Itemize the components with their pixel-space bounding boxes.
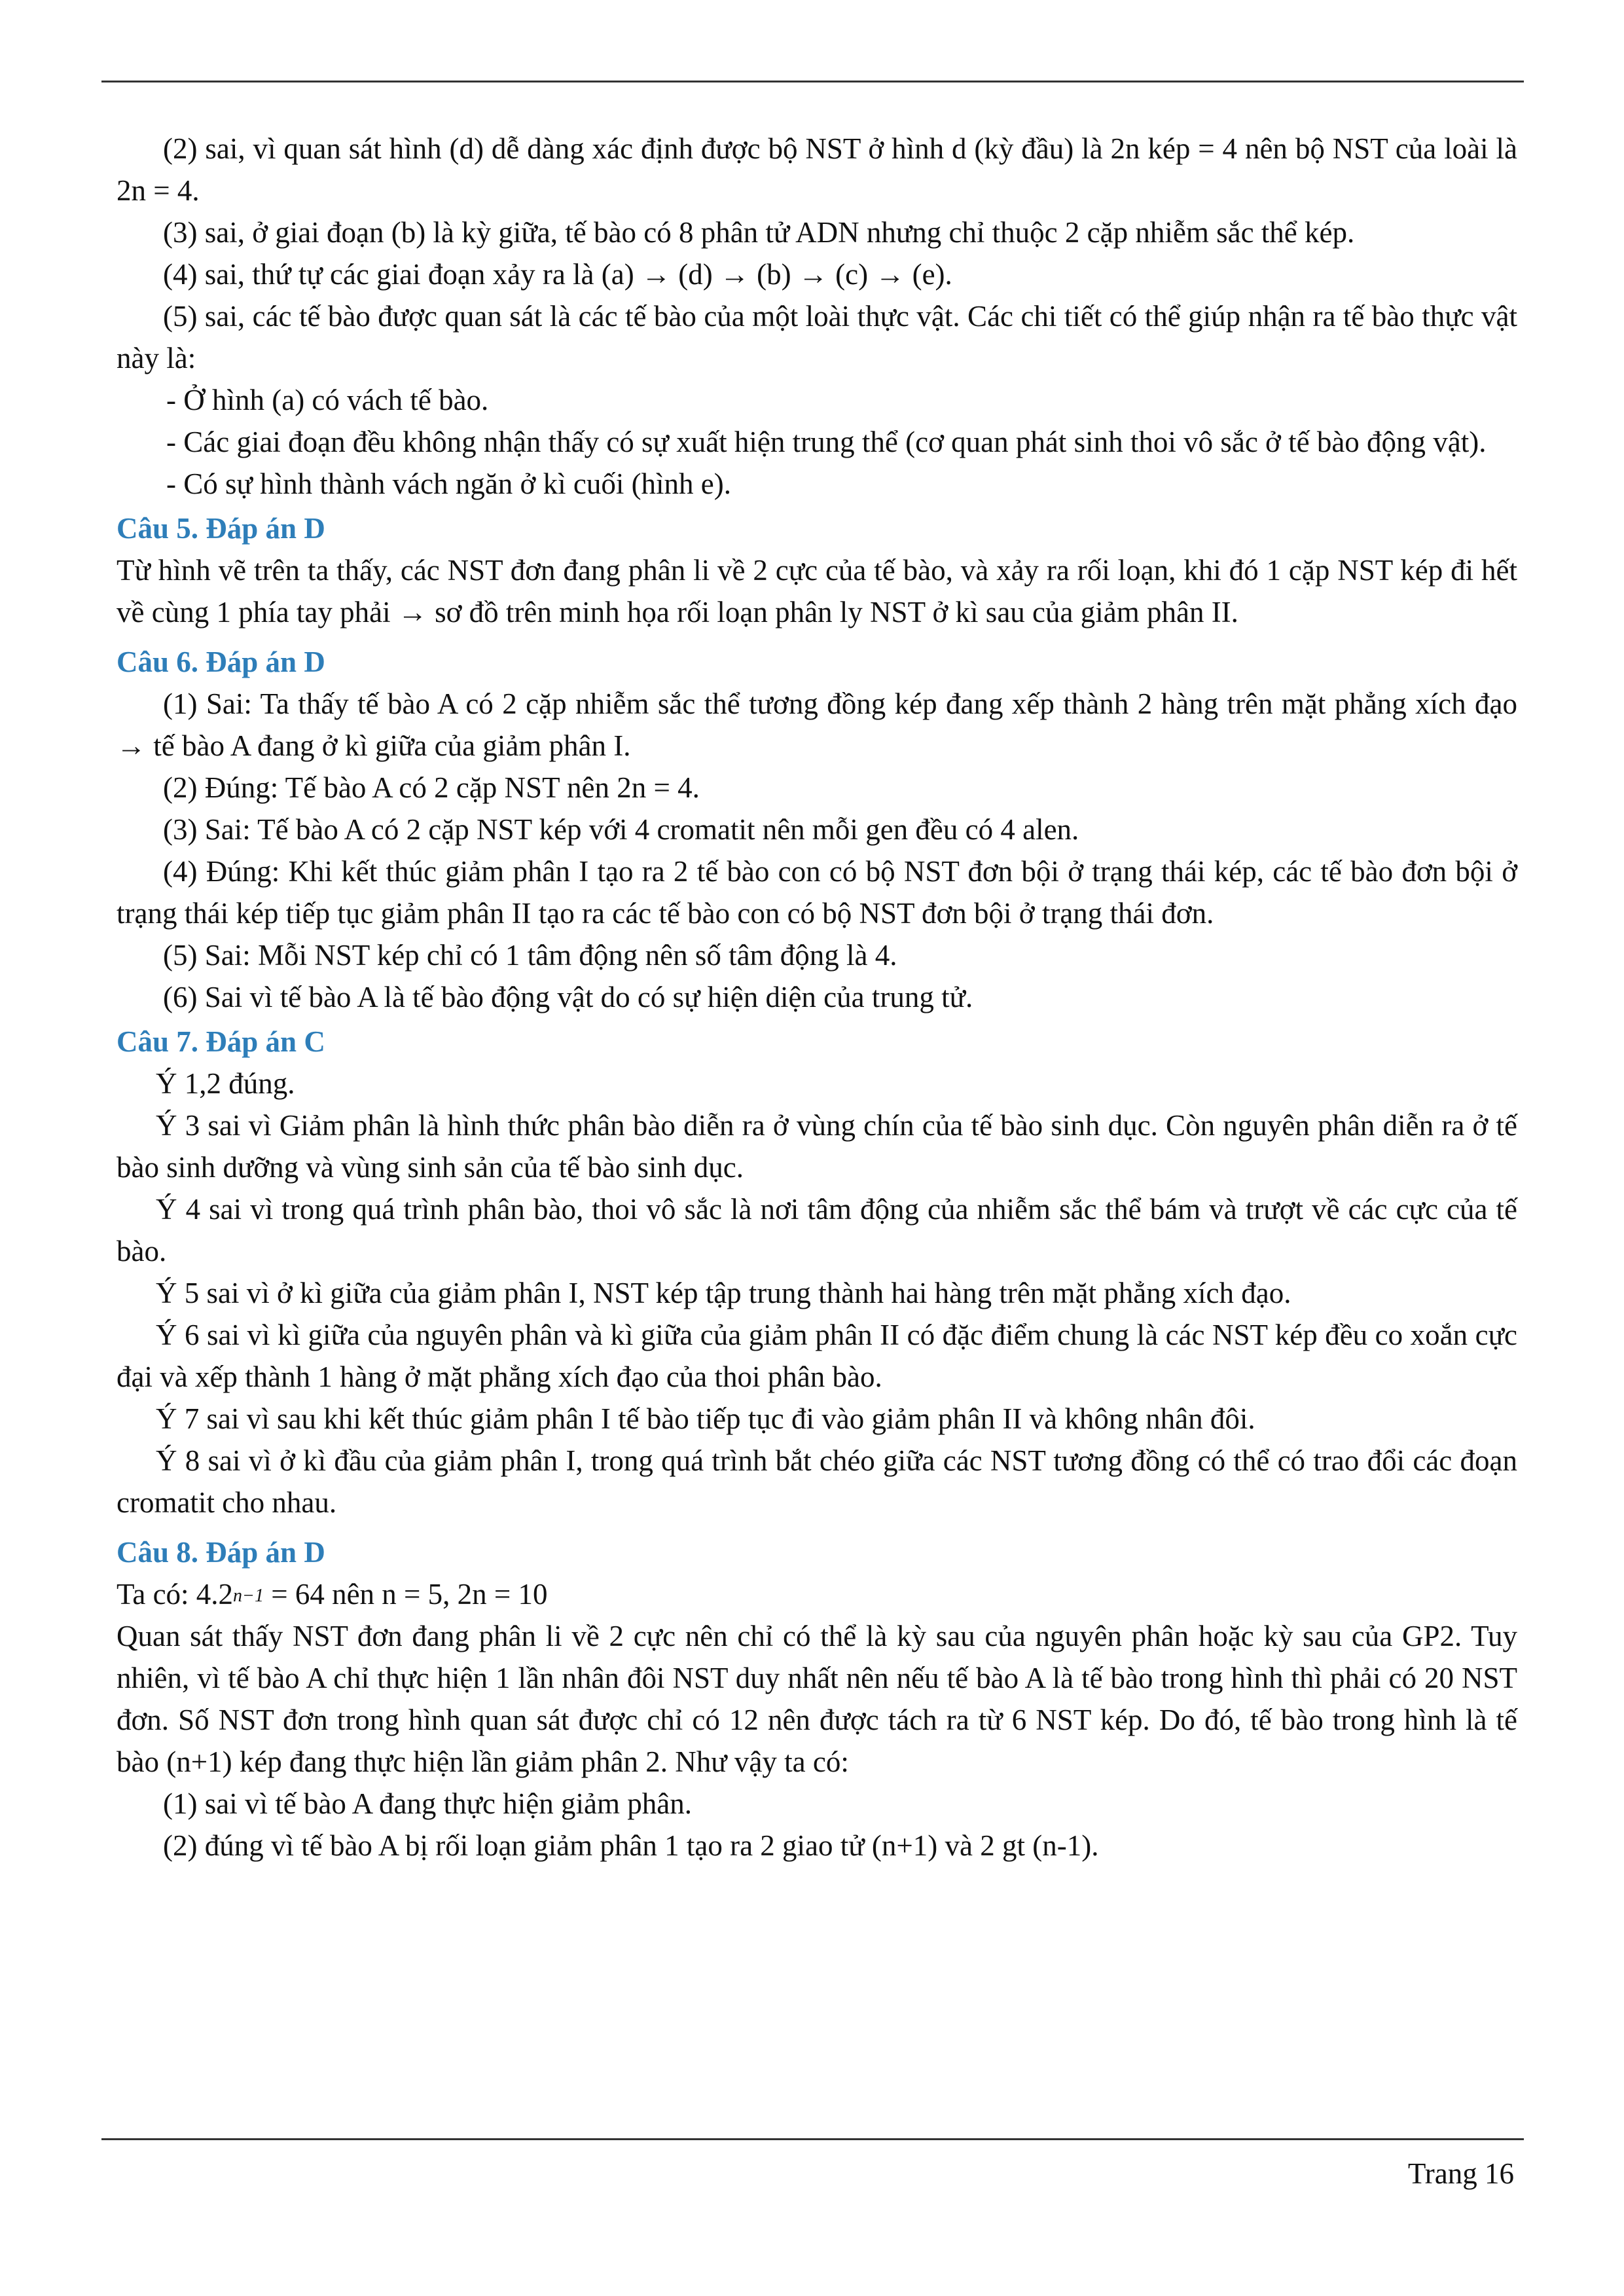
cau6-item-2: (2) Đúng: Tế bào A có 2 cặp NST nên 2n = 4. [163, 771, 700, 804]
cau7-y8: Ý 8 sai vì ở kì đầu của giảm phân I, trong quá trình bắt chéo giữa các NST tương đồng có thể có trao đổi các đoạn cromatit cho nhau. [117, 1444, 1517, 1519]
heading-cau-5: Câu 5. Đáp án D [117, 512, 325, 545]
cau6-item-4: (4) Đúng: Khi kết thúc giảm phân I tạo ra 2 tế bào con có bộ NST đơn bội ở trạng thái kép, các tế bào đơn bội ở trạng thái kép tiếp tục giảm phân II tạo ra các tế bào con có bộ NST đơn bội ở trạng thái đơn. [117, 855, 1517, 930]
dash-item-1: - Ở hình (a) có vách tế bào. [166, 384, 489, 416]
page-content [117, 128, 1517, 1867]
formula-prefix: Ta có: 4.2 [117, 1578, 234, 1611]
cau8-item-1: (1) sai vì tế bào A đang thực hiện giảm phân. [163, 1787, 692, 1820]
header-rule [101, 81, 1524, 82]
cau8-formula [117, 1573, 1517, 1615]
dash-item-3: - Có sự hình thành vách ngăn ở kì cuối (hình e). [166, 467, 732, 500]
dash-item-2: - Các giai đoạn đều không nhận thấy có sự xuất hiện trung thể (cơ quan phát sinh thoi vô sắc ở tế bào động vật). [166, 426, 1487, 458]
cau7-y7: Ý 7 sai vì sau khi kết thúc giảm phân I tế bào tiếp tục đi vào giảm phân II và không nhân đôi. [156, 1402, 1255, 1435]
cau8-item-2: (2) đúng vì tế bào A bị rối loạn giảm phân 1 tạo ra 2 giao tử (n+1) và 2 gt (n-1). [163, 1829, 1099, 1862]
paragraph-3: (3) sai, ở giai đoạn (b) là kỳ giữa, tế bào có 8 phân tử ADN nhưng chỉ thuộc 2 cặp nhiễm sắc thể kép. [163, 216, 1355, 249]
paragraph-2: (2) sai, vì quan sát hình (d) dễ dàng xác định được bộ NST ở hình d (kỳ đầu) là 2n kép = 4 nên bộ NST của loài là 2n = 4. [117, 132, 1517, 207]
cau6-item-5: (5) Sai: Mỗi NST kép chỉ có 1 tâm động nên số tâm động là 4. [163, 939, 897, 972]
cau6-item-1: (1) Sai: Ta thấy tế bào A có 2 cặp nhiễm sắc thể tương đồng kép đang xếp thành 2 hàng trên mặt phẳng xích đạo → tế bào A đang ở kì giữa của giảm phân I. [117, 687, 1517, 762]
heading-cau-8: Câu 8. Đáp án D [117, 1536, 325, 1569]
paragraph-4: (4) sai, thứ tự các giai đoạn xảy ra là (a) → (d) → (b) → (c) → (e). [163, 258, 952, 291]
formula-suffix: = 64 nên n = 5, 2n = 10 [263, 1578, 548, 1611]
formula-exponent: n−1 [233, 1586, 264, 1606]
cau6-item-6: (6) Sai vì tế bào A là tế bào động vật do có sự hiện diện của trung tử. [163, 981, 973, 1013]
cau7-y4: Ý 4 sai vì trong quá trình phân bào, thoi vô sắc là nơi tâm động của nhiễm sắc thể bám và trượt về các cực của tế bào. [117, 1193, 1517, 1267]
cau5-paragraph: Từ hình vẽ trên ta thấy, các NST đơn đang phân li về 2 cực của tế bào, và xảy ra rối loạn, khi đó 1 cặp NST kép đi hết về cùng 1 phía tay phải → sơ đồ trên minh họa rối loạn phân ly NST ở kì sau của giảm phân II. [117, 554, 1517, 629]
footer-rule [101, 2138, 1524, 2140]
cau7-y12: Ý 1,2 đúng. [156, 1067, 295, 1100]
paragraph-5: (5) sai, các tế bào được quan sát là các tế bào của một loài thực vật. Các chi tiết có thể giúp nhận ra tế bào thực vật này là: [117, 300, 1517, 374]
cau7-y5: Ý 5 sai vì ở kì giữa của giảm phân I, NST kép tập trung thành hai hàng trên mặt phẳng xích đạo. [156, 1277, 1291, 1309]
page-number: Trang 16 [1407, 2157, 1514, 2190]
cau7-y3: Ý 3 sai vì Giảm phân là hình thức phân bào diễn ra ở vùng chín của tế bào sinh dục. Còn nguyên phân diễn ra ở tế bào sinh dưỡng và vùng sinh sản của tế bào sinh dục. [117, 1109, 1517, 1184]
cau6-item-3: (3) Sai: Tế bào A có 2 cặp NST kép với 4 cromatit nên mỗi gen đều có 4 alen. [163, 813, 1079, 846]
cau7-y6: Ý 6 sai vì kì giữa của nguyên phân và kì giữa của giảm phân II có đặc điểm chung là các NST kép đều co xoắn cực đại và xếp thành 1 hàng ở mặt phẳng xích đạo của thoi phân bào. [117, 1319, 1517, 1393]
heading-cau-6: Câu 6. Đáp án D [117, 646, 325, 678]
cau8-paragraph: Quan sát thấy NST đơn đang phân li về 2 cực nên chỉ có thể là kỳ sau của nguyên phân hoặc kỳ sau của GP2. Tuy nhiên, vì tế bào A chỉ thực hiện 1 lần nhân đôi NST duy nhất nên nếu tế bào A là tế bào trong hình thì phải có 20 NST đơn. Số NST đơn trong hình quan sát được chỉ có 12 nên được tách ra từ 6 NST kép. Do đó, tế bào trong hình là tế bào (n+1) kép đang thực hiện lần giảm phân 2. Như vậy ta có: [117, 1620, 1517, 1778]
heading-cau-7: Câu 7. Đáp án C [117, 1025, 325, 1058]
